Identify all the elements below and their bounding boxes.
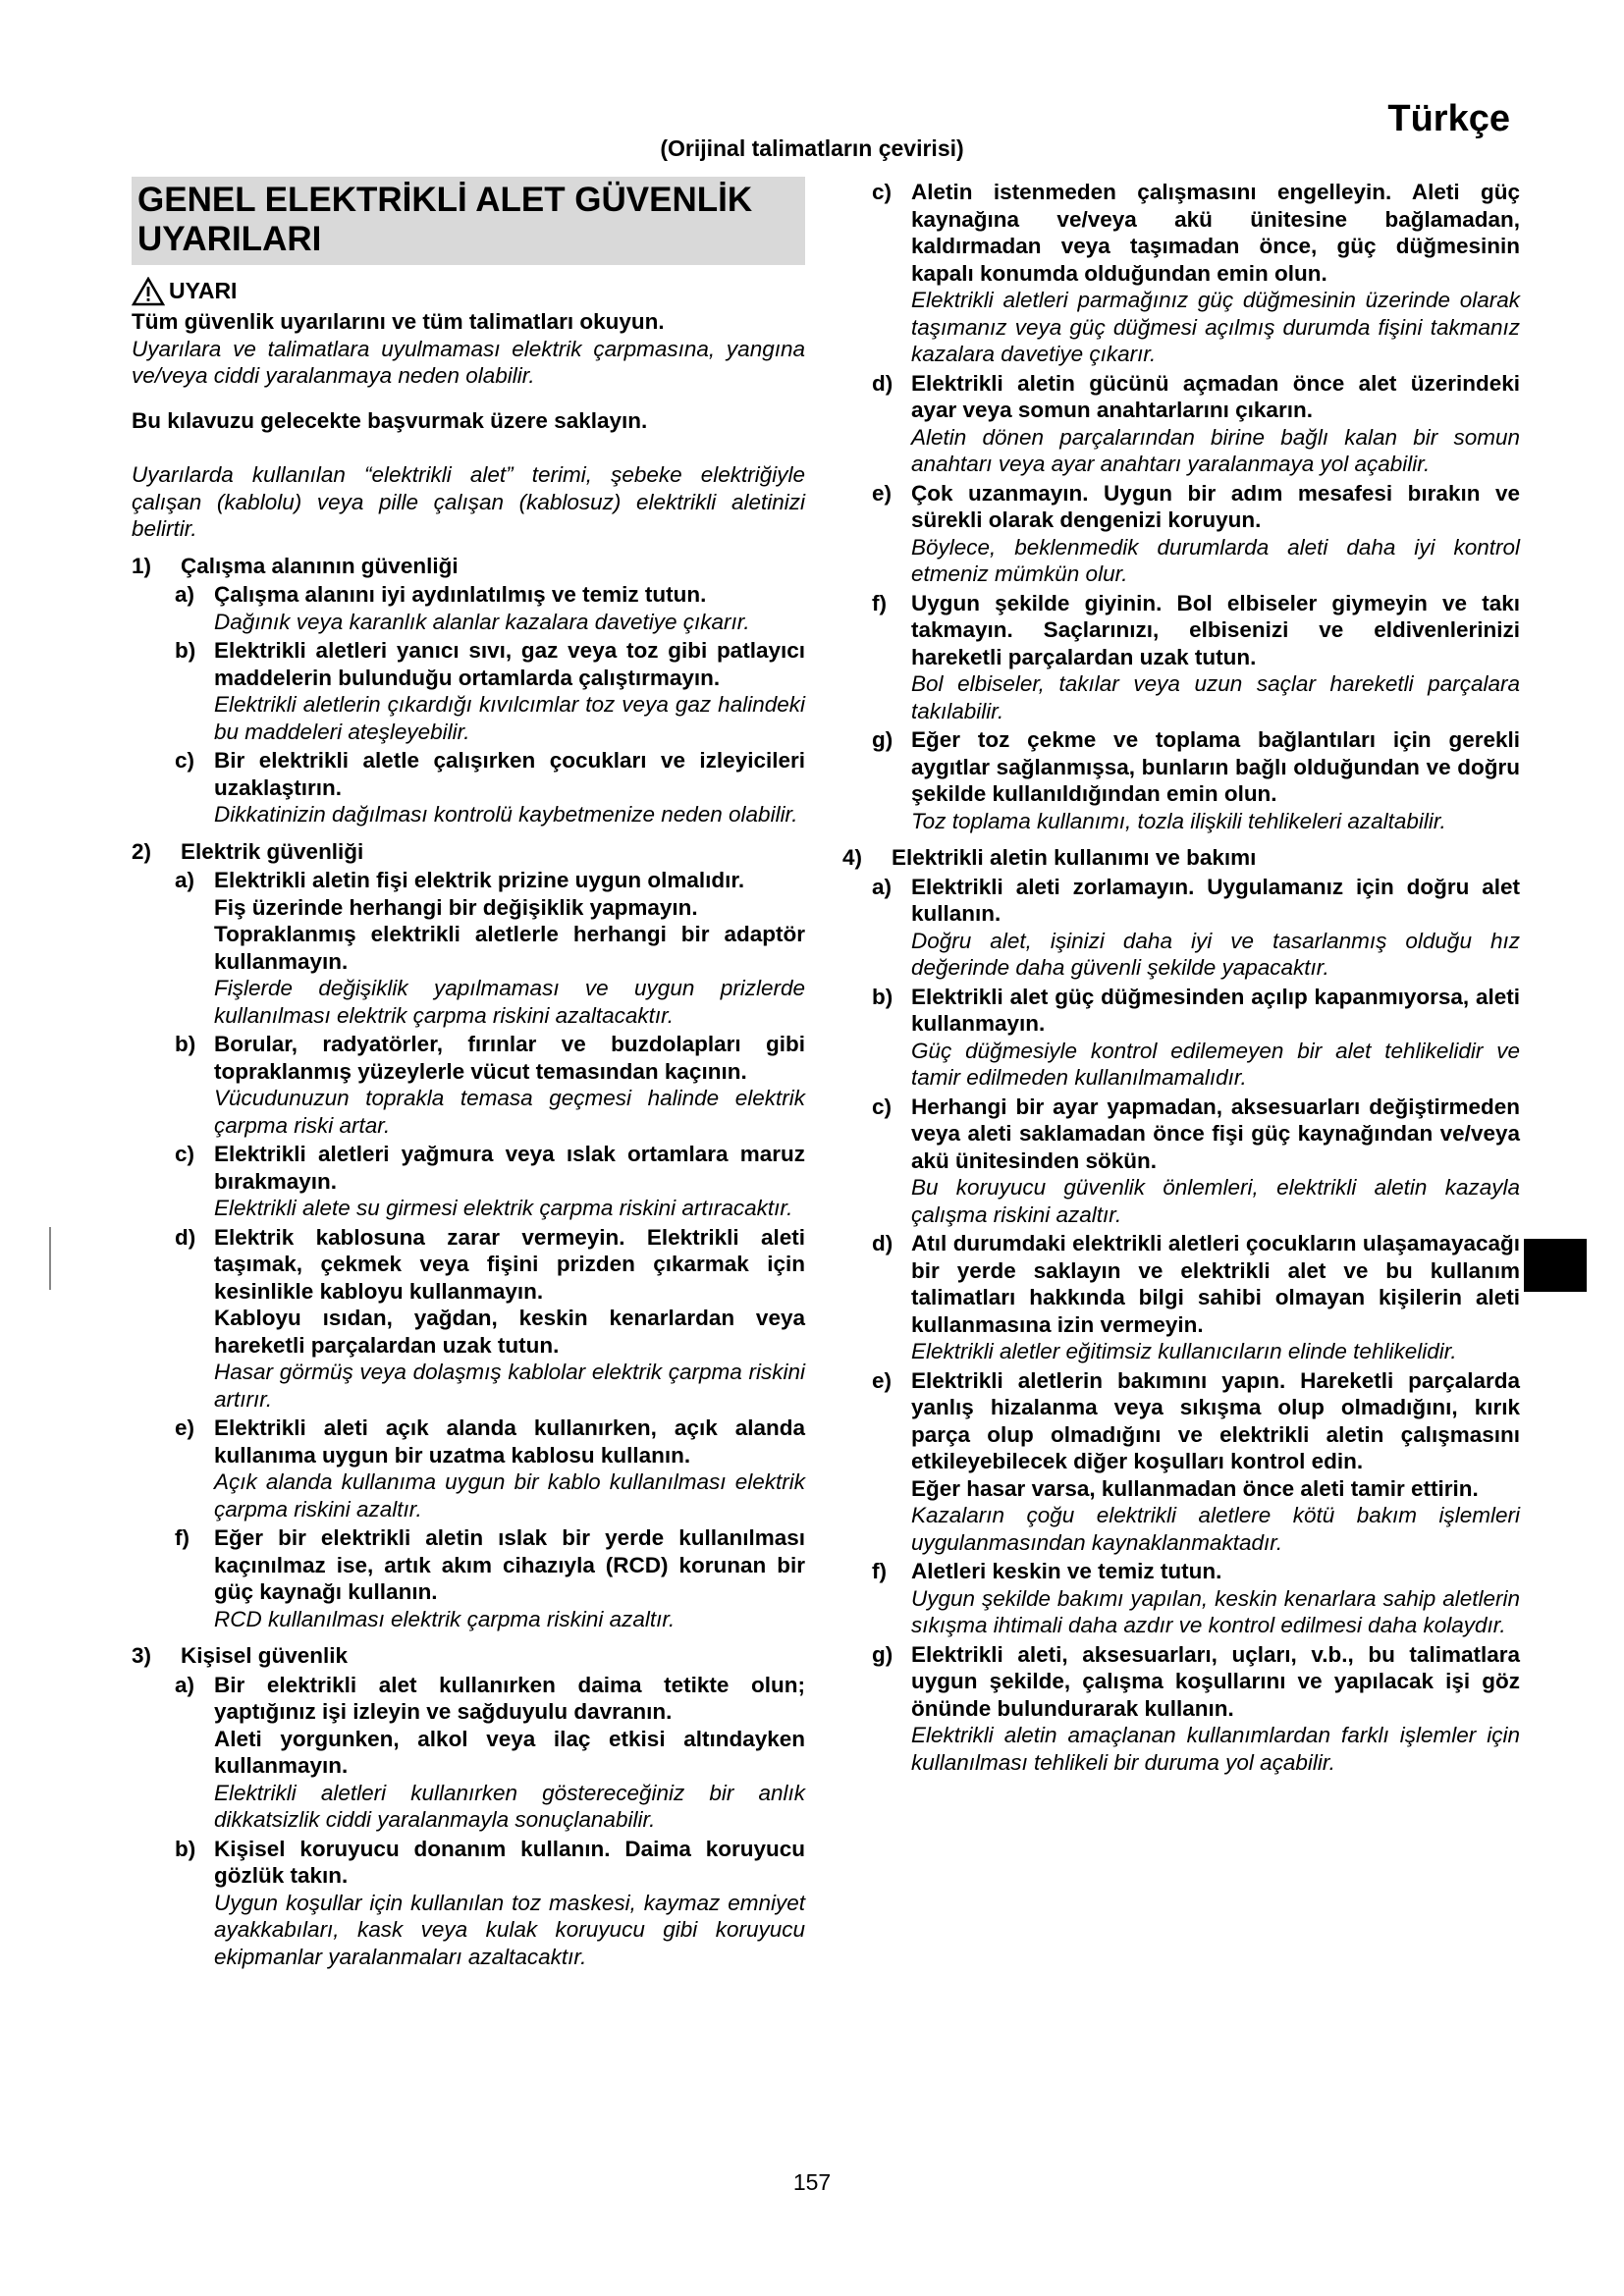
item-instruction: Elektrikli aletin fişi elektrik prizine uygun olmalıdır. [214,868,745,892]
margin-rule [49,1227,51,1290]
read-all-instruction: Tüm güvenlik uyarılarını ve tüm talimatları okuyun. [132,309,665,334]
item-instruction: Kabloyu ısıdan, yağdan, keskin kenarlardan veya hareketli parçalardan uzak tutun. [214,1306,805,1358]
item-letter: b) [175,1836,196,1861]
item-instruction: Elektrikli aletleri yağmura veya ıslak ortamlara maruz bırakmayın. [214,1142,805,1194]
item-letter: a) [175,1672,195,1697]
list-item [872,590,1520,725]
item-note: Elektrikli aletlerin çıkardığı kıvılcımlar toz veya gaz halindeki bu maddeleri ateşleyebilir. [214,692,805,744]
item-instruction: Elektrikli aleti açık alanda kullanırken, açık alanda kullanıma uygun bir uzatma kablosu kullanın. [214,1415,805,1468]
list-item [872,984,1520,1092]
item-note: RCD kullanılması elektrik çarpma riskini azaltır. [214,1606,676,1631]
language-label: Türkçe [1387,98,1510,139]
section-heading: GENEL ELEKTRİKLİ ALET GÜVENLİK UYARILARI [132,177,805,265]
item-note: Güç düğmesiyle kontrol edilemeyen bir alet tehlikelidir ve tamir edilmeden kullanılmamalıdır. [911,1038,1520,1090]
item-instruction: Bir elektrikli alet kullanırken daima tetikte olun; yaptığınız işi izleyin ve sağduyulu davranın. [214,1672,805,1724]
section-work-area [132,553,805,580]
item-note: Uygun şekilde bakımı yapılan, keskin kenarlara sahip aletlerin sıkışma ihtimali daha azdır ve kontrol edilmesi daha kolaydır. [911,1585,1520,1637]
list-item [872,1094,1520,1229]
keep-manual-instruction: Bu kılavuzu gelecekte başvurmak üzere saklayın. [132,407,648,433]
read-all-note: Uyarılara ve talimatlara uyulmaması elektrik çarpmasına, yangına ve/veya ciddi yaralanmaya neden olabilir. [132,336,805,388]
item-instruction: Çalışma alanını iyi aydınlatılmış ve temiz tutun. [214,582,707,607]
item-letter: g) [872,1641,893,1667]
item-instruction: Bir elektrikli aletle çalışırken çocukları ve izleyicileri uzaklaştırın. [214,748,805,800]
list-item [872,1367,1520,1557]
warning-triangle-icon [132,277,165,306]
item-note: Aletin dönen parçalarından birine bağlı kalan bir somun anahtarı veya ayar anahtarı yaralanmaya yol açabilir. [911,424,1520,476]
list-item [175,1141,805,1222]
list-item [175,747,805,828]
item-note: Doğru alet, işinizi daha iyi ve tasarlanmış olduğu hız değerinde daha güvenli şekilde yapacaktır. [911,928,1520,980]
item-instruction: Eğer toz çekme ve toplama bağlantıları için gerekli aygıtlar sağlanmışsa, bunların bağlı olduğundan ve doğru şekilde kullanıldığından emin olun. [911,727,1520,806]
item-note: Bu koruyucu güvenlik önlemleri, elektrikli aletin kazayla çalışma riskini azaltır. [911,1175,1520,1227]
item-letter: f) [872,590,887,615]
item-instruction: Eğer hasar varsa, kullanmadan önce aleti tamir ettirin. [911,1475,1479,1501]
item-note: Elektrikli aletin amaçlanan kullanımlardan farklı işlemler için kullanılması tehlikeli bir duruma yol açabilir. [911,1723,1520,1775]
item-instruction: Elektrik kablosuna zarar vermeyin. Elektrikli aleti taşımak, çekmek veya fişini prizden çıkarmak için kesinlikle kabloyu kullanmayın. [214,1224,805,1304]
list-item [872,179,1520,368]
list-item [872,1558,1520,1639]
item-instruction: Fiş üzerinde herhangi bir değişiklik yapmayın. [214,894,698,920]
item-instruction: Herhangi bir ayar yapmadan, aksesuarları değiştirmeden veya aleti saklamadan önce fişi güç kaynağından ve/veya akü ünitesinden sökün. [911,1094,1520,1173]
item-instruction: Elektrikli aletleri yanıcı sıvı, gaz veya toz gibi patlayıcı maddelerin bulunduğu ortamlarda çalıştırmayın. [214,638,805,690]
page-number: 157 [792,2169,832,2195]
list-item [872,1641,1520,1777]
item-letter: b) [175,1032,196,1056]
item-note: Elektrikli aletleri kullanırken göstereceğiniz bir anlık dikkatsizlik ciddi yaralanmayla sonuçlanabilir. [214,1780,805,1832]
left-column [132,177,805,1970]
list-item [175,1836,805,1971]
item-instruction: Elektrikli aletlerin bakımını yapın. Hareketli parçalarda yanlış hizalanma veya sıkışma olup olmadığını, kırık parça olup olmadığını ve elektrikli aletin çalışmasını etkileyebilecek diğer koşulları kontrol edin. [911,1367,1520,1473]
section-number: 4) [842,845,863,870]
term-definition-note: Uyarılarda kullanılan “elektrikli alet” terimi, şebeke elektriğiyle çalışan (kablolu) veya pille çalışan (kablosuz) elektrikli aletinizi belirtir. [132,462,805,541]
page-subtitle: (Orijinal talimatların çevirisi) [660,135,964,161]
section-title: Çalışma alanının güvenliği [181,553,459,578]
item-letter: f) [872,1559,887,1583]
item-note: Elektrikli alete su girmesi elektrik çarpma riskini artıracaktır. [214,1196,793,1220]
item-instruction: Çok uzanmayın. Uygun bir adım mesafesi bırakın ve sürekli olarak dengenizi koruyun. [911,480,1520,532]
list-item [175,581,805,635]
item-instruction: Eğer bir elektrikli aletin ıslak bir yerde kullanılması kaçınılmaz ise, artık akım cihazıyla (RCD) korunan bir güç kaynağı kullanın. [214,1525,805,1604]
item-instruction: Borular, radyatörler, fırınlar ve buzdolapları gibi topraklanmış yüzeylerle vücut temasından kaçının. [214,1032,805,1084]
item-note: Elektrikli aletleri parmağınız güç düğmesinin üzerinde olarak taşımanız veya güç düğmesi açılmış durumda fişini takmanız kazalara davetiye çıkarır. [911,288,1520,366]
list-item [872,1230,1520,1365]
item-letter: c) [872,1094,893,1119]
section-personal-safety [132,1642,805,1670]
item-note: Kazaların çoğu elektrikli aletlere kötü bakım işlemleri uygulanmasından kaynaklanmaktadır. [911,1503,1520,1555]
item-note: Açık alanda kullanıma uygun bir kablo kullanılması elektrik çarpma riskini azaltır. [214,1469,805,1522]
item-letter: c) [872,180,893,204]
item-letter: e) [872,480,893,506]
item-note: Dağınık veya karanlık alanlar kazalara davetiye çıkarır. [214,609,750,634]
item-instruction: Topraklanmış elektrikli aletlerle herhangi bir adaptör kullanmayın. [214,922,805,974]
section-title: Elektrik güvenliği [181,838,364,864]
item-letter: c) [175,1142,195,1166]
list-item [872,480,1520,588]
item-note: Fişlerde değişiklik yapılmaması ve uygun prizlerde kullanılması elektrik çarpma riskini azaltacaktır. [214,976,805,1028]
item-note: Elektrikli aletler eğitimsiz kullanıcıların elinde tehlikelidir. [911,1339,1457,1363]
item-letter: f) [175,1525,189,1550]
item-letter: d) [872,1231,893,1255]
item-note: Toz toplama kullanımı, tozla ilişkili tehlikeleri azaltabilir. [911,808,1446,833]
warning-label: UYARI [169,278,238,304]
list-item [175,1415,805,1522]
item-instruction: Elektrikli aletin gücünü açmadan önce alet üzerindeki ayar veya somun anahtarlarını çıkarın. [911,370,1520,422]
list-item [872,726,1520,834]
right-column [842,177,1520,1776]
item-note: Dikkatinizin dağılması kontrolü kaybetmenize neden olabilir. [214,802,798,827]
list-item [175,1524,805,1632]
list-item [175,1031,805,1139]
section-title: Elektrikli aletin kullanımı ve bakımı [892,845,1257,870]
item-note: Böylece, beklenmedik durumlarda aleti daha iyi kontrol etmeniz mümkün olur. [911,534,1520,586]
item-letter: a) [175,868,195,892]
item-instruction: Uygun şekilde giyinin. Bol elbiseler giymeyin ve takı takmayın. Saçlarınızı, elbisenizi ve eldivenlerinizi hareketli parçalardan uzak tutun. [911,590,1520,669]
item-instruction: Aletleri keskin ve temiz tutun. [911,1559,1222,1583]
section-number: 1) [132,553,152,578]
item-instruction: Atıl durumdaki elektrikli aletleri çocukların ulaşamayacağı bir yerde saklayın ve elektrikli alet ve bu kullanım talimatları hakkında bilgi sahibi olmayan kişilerin aleti kullanmasına izin vermeyin. [911,1231,1520,1337]
section-number: 2) [132,838,152,864]
item-letter: a) [175,582,195,607]
list-item [175,1672,805,1834]
list-item [175,867,805,1029]
item-instruction: Kişisel koruyucu donanım kullanın. Daima koruyucu gözlük takın. [214,1836,805,1888]
list-item [872,370,1520,478]
item-instruction: Elektrikli aleti zorlamayın. Uygulamanız için doğru alet kullanın. [911,874,1520,926]
item-instruction: Aleti yorgunken, alkol veya ilaç etkisi altındayken kullanmayın. [214,1726,805,1778]
item-letter: b) [175,638,196,663]
item-instruction: Elektrikli alet güç düğmesinden açılıp kapanmıyorsa, aleti kullanmayın. [911,984,1520,1036]
item-letter: e) [175,1415,195,1440]
list-item [872,874,1520,982]
list-item [175,1224,805,1414]
warning-line [132,277,805,306]
section-number: 3) [132,1643,152,1668]
item-letter: c) [175,748,195,773]
item-note: Hasar görmüş veya dolaşmış kablolar elektrik çarpma riskini artırır. [214,1360,805,1412]
item-note: Vücudunuzun toprakla temasa geçmesi halinde elektrik çarpma riski artar. [214,1086,805,1138]
item-letter: d) [872,370,893,396]
section-electrical-safety [132,838,805,866]
section-tool-use-and-care [842,844,1520,872]
item-instruction: Aletin istenmeden çalışmasını engelleyin. Aleti güç kaynağına ve/veya akü ünitesine bağlamadan, kaldırmadan veya taşımadan önce, güç düğmesinin kapalı konumda olduğundan emin olun. [911,180,1520,286]
item-note: Uygun koşullar için kullanılan toz maskesi, kaymaz emniyet ayakkabıları, kask veya kulak koruyucu gibi koruyucu ekipmanlar yaralanmaları azaltacaktır. [214,1890,805,1969]
list-item [175,637,805,745]
language-side-tab [1524,1239,1587,1292]
item-note: Bol elbiseler, takılar veya uzun saçlar hareketli parçalara takılabilir. [911,671,1520,723]
item-letter: a) [872,874,893,899]
item-letter: d) [175,1224,196,1250]
item-letter: e) [872,1367,893,1393]
item-letter: g) [872,727,893,752]
item-instruction: Elektrikli aleti, aksesuarları, uçları, v.b., bu talimatlara uygun şekilde, çalışma koşullarını ve yapılacak işi göz önünde bulundurarak kullanın. [911,1641,1520,1721]
item-letter: b) [872,984,893,1009]
section-title: Kişisel güvenlik [181,1643,349,1668]
